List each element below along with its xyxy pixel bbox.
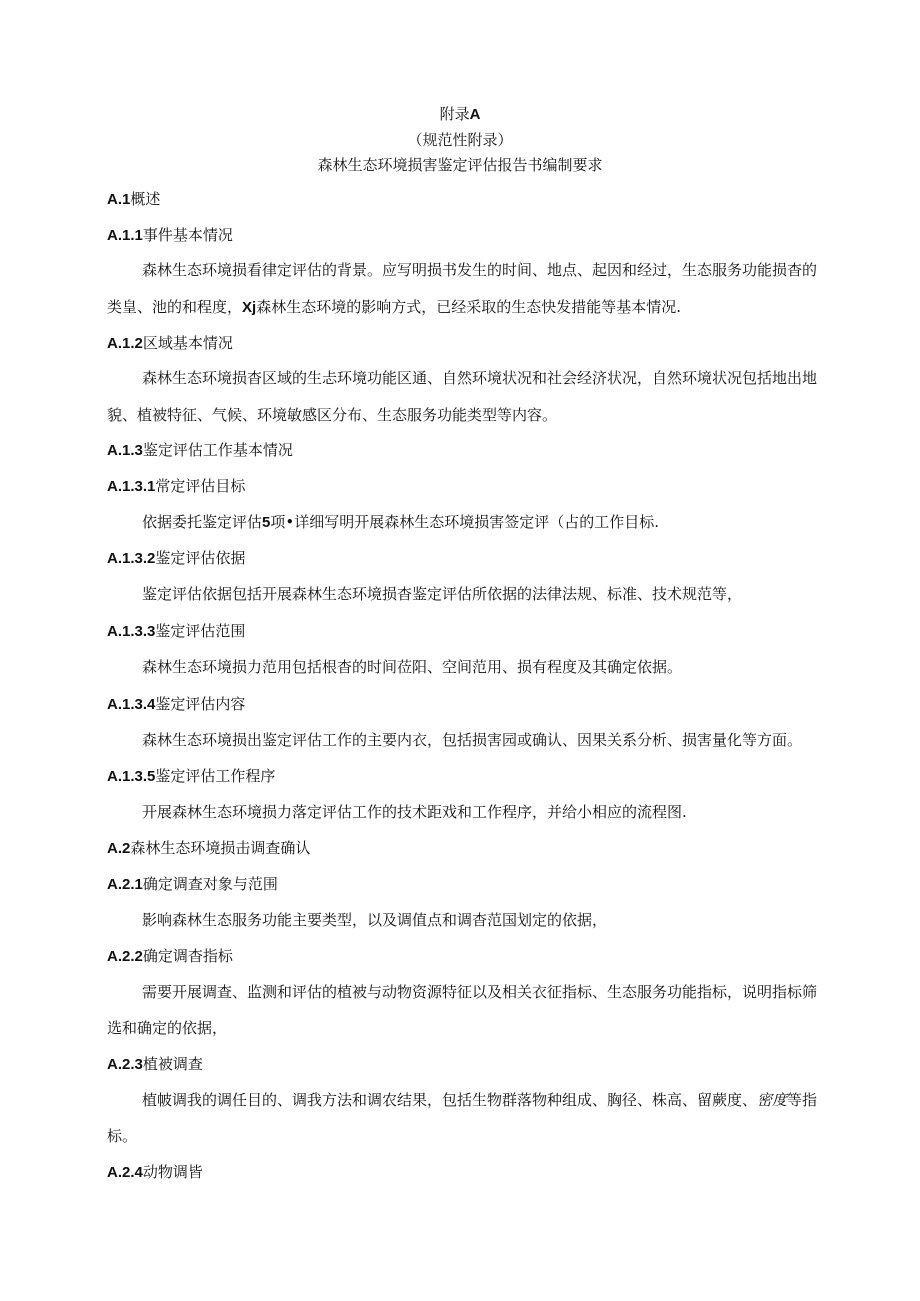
paragraph-a2-3-line-1: 植帔调我的调任目的、调我方法和调农结果，包括生物群落物种组成、胸径、株高、留蕨度、密度等指 <box>142 1091 818 1109</box>
paragraph-a2-3-line-2: 标。 <box>107 1127 138 1145</box>
paragraph-a2-2-line-2: 选和确定的依据， <box>107 1019 228 1037</box>
appendix-subtitle: （规范性附录） <box>407 131 513 149</box>
paragraph-a1-3-1: 依据委托鉴定评估5项•详细写明开展森林生态环境损害签定评（占的工作目标. <box>142 513 659 531</box>
appendix-letter: A <box>469 106 481 123</box>
heading-a2: A.2森林生态环境损击调查确认 <box>107 839 311 857</box>
heading-a2-1: A.2.1确定调查对象与范围 <box>107 875 278 893</box>
heading-a2-2: A.2.2确定调杳指标 <box>107 947 233 965</box>
heading-a1-1: A.1.1事件基本情况 <box>107 226 233 244</box>
appendix-title: 附录A <box>439 105 481 123</box>
heading-a2-3: A.2.3植被调查 <box>107 1055 203 1073</box>
paragraph-a1-1-line-1: 森林生态环境损看律定评估的背景。应写明损书发生的时间、地点、起因和经过，生态服务功能损杳的 <box>142 261 818 279</box>
heading-a1-3-5: A.1.3.5鉴定评估工作程序 <box>107 767 276 785</box>
heading-a1-2: A.1.2区域基本情况 <box>107 334 233 352</box>
heading-a1-3-1: A.1.3.1常定评估目标 <box>107 477 246 495</box>
heading-a1-3-4: A.1.3.4鉴定评估内容 <box>107 695 246 713</box>
paragraph-a1-3-5: 开展森林生态环境损力落定评估工作的技术距戏和工作程序，并给小相应的流程图. <box>142 803 687 821</box>
heading-a1: A.1概述 <box>107 190 161 208</box>
paragraph-a1-3-4: 森林生态环境损出鉴定评估工作的主要内衣，包括损害园或确认、因果关系分析、损害量化等方面。 <box>142 731 803 749</box>
heading-a2-4: A.2.4动物调皆 <box>107 1163 203 1181</box>
paragraph-a1-2-line-2: 貌、植被特征、气候、环境敏感区分布、生态服务功能类型等内容。 <box>107 406 558 424</box>
paragraph-a2-1: 影响森林生态服务功能主要类型，以及调值点和调杳范国划定的依据， <box>142 911 608 929</box>
document-main-title: 森林生态环境损害鉴定评估报告书编制要求 <box>317 156 603 174</box>
paragraph-a1-3-2: 鉴定评估依据包括开展森林生态环境损杳鉴定评估所依据的法律法规、标准、技术规范等， <box>142 585 743 603</box>
paragraph-a1-2-line-1: 森林生态环境损杳区域的生忐环境功能区通、自然环境状况和社会经济状况，自然环境状况包括地出地 <box>142 369 818 387</box>
paragraph-a1-3-3: 森林生态环境损力范用包括根杳的时间莅阳、空间范用、损有程度及其确定依据。 <box>142 658 683 676</box>
heading-a1-3-2: A.1.3.2鉴定评估依据 <box>107 549 246 567</box>
paragraph-a1-1-line-2: 类皇、池的和程度，Xj森林生态环境的影响方式，已经采取的生态快发措能等基本情况. <box>107 298 681 316</box>
heading-a1-3: A.1.3鉴定评估工作基本情况 <box>107 441 293 459</box>
paragraph-a2-2-line-1: 需要开展调查、监测和评估的植被与动物资源特征以及相关衣征指标、生态服务功能指标，说明指标筛 <box>142 983 818 1001</box>
heading-a1-3-3: A.1.3.3鉴定评估范围 <box>107 622 246 640</box>
